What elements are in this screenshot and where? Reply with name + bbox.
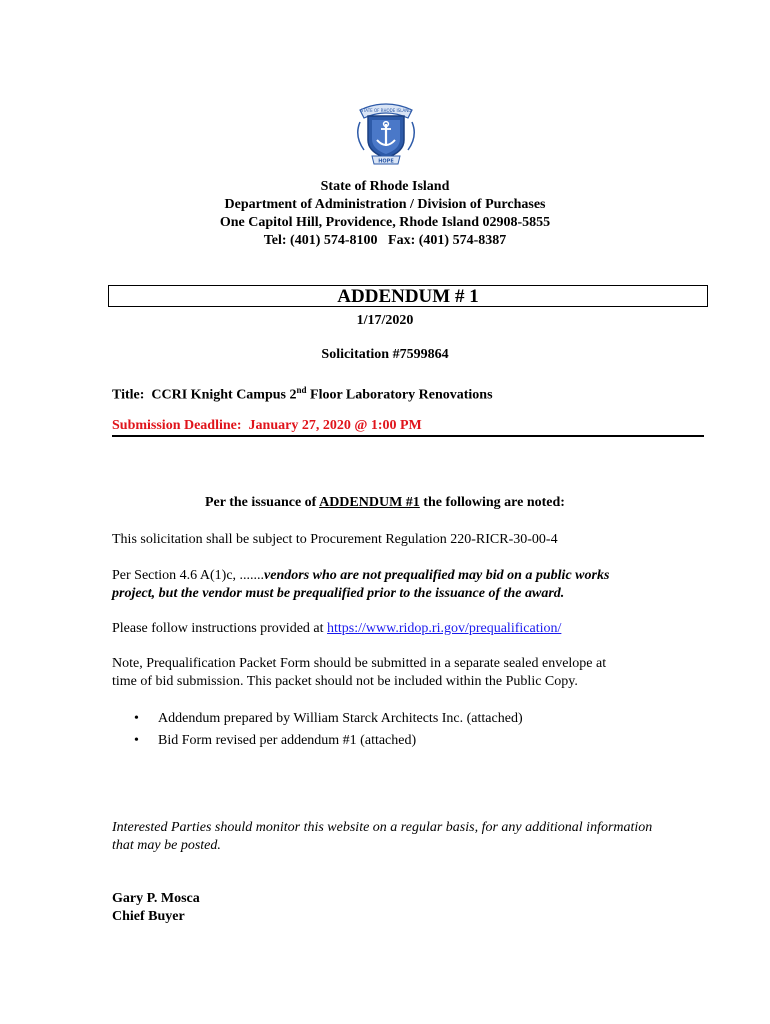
follow-instructions xyxy=(112,620,712,638)
project-title-sup: nd xyxy=(296,385,307,395)
intro-suffix: the following are noted: xyxy=(419,495,565,510)
addendum-title: ADDENDUM # 1 xyxy=(337,286,479,307)
project-title xyxy=(112,381,712,405)
monitor-notice-line1: Interested Parties should monitor this website on a regular basis, for any additional information xyxy=(112,820,653,835)
addendum-reference: ADDENDUM #1 xyxy=(319,495,420,510)
header-state: State of Rhode Island xyxy=(320,179,450,194)
section-prefix: Per Section 4.6 A(1)c, ....... xyxy=(112,568,265,583)
project-title-suffix: Floor Laboratory Renovations xyxy=(306,387,493,403)
submission-deadline: Submission Deadline: January 27, 2020 @ 1:00 PM xyxy=(112,418,422,433)
section-text-line1 xyxy=(112,567,712,585)
intro-prefix: Per the issuance of xyxy=(205,495,320,510)
follow-prefix: Please follow instructions provided at xyxy=(112,621,328,636)
solicitation-number: Solicitation #7599864 xyxy=(321,347,449,362)
bullet-icon: • xyxy=(134,711,139,726)
attachment-item: Addendum prepared by William Starck Architects Inc. (attached) xyxy=(158,711,523,726)
header-address: One Capitol Hill, Providence, Rhode Island 02908-5855 xyxy=(219,215,551,230)
seal-motto: HOPE xyxy=(378,158,394,165)
note-line2: time of bid submission. This packet should not be included within the Public Copy. xyxy=(112,674,578,689)
regulation-text: This solicitation shall be subject to Procurement Regulation 220-RICR-30-00-4 xyxy=(112,532,558,547)
signature-name: Gary P. Mosca xyxy=(112,891,200,906)
section-text-line2: project, but the vendor must be prequalified prior to the issuance of the award. xyxy=(112,586,565,601)
note-line1: Note, Prequalification Packet Form should be submitted in a separate sealed envelope at xyxy=(112,656,607,671)
intro-statement xyxy=(0,494,770,512)
svg-text:STATE OF RHODE ISLAND: STATE OF RHODE ISLAND xyxy=(360,108,412,113)
header-department: Department of Administration / Division of Purchases xyxy=(224,197,546,212)
project-title-prefix: Title: CCRI Knight Campus 2 xyxy=(112,387,297,403)
header-phone-fax: Tel: (401) 574-8100 Fax: (401) 574-8387 xyxy=(263,233,507,248)
attachment-item: Bid Form revised per addendum #1 (attached) xyxy=(158,733,417,748)
bullet-icon: • xyxy=(134,733,139,748)
monitor-notice-line2: that may be posted. xyxy=(112,838,221,853)
addendum-title-box xyxy=(108,285,708,307)
addendum-date: 1/17/2020 xyxy=(356,313,414,328)
prequalification-link[interactable]: https://www.ridop.ri.gov/prequalification/ xyxy=(327,621,562,636)
divider-line xyxy=(112,435,704,437)
state-seal-logo xyxy=(350,100,422,166)
signature-role: Chief Buyer xyxy=(112,909,185,924)
section-emphasis-1: vendors who are not prequalified may bid on a public works xyxy=(264,568,610,583)
